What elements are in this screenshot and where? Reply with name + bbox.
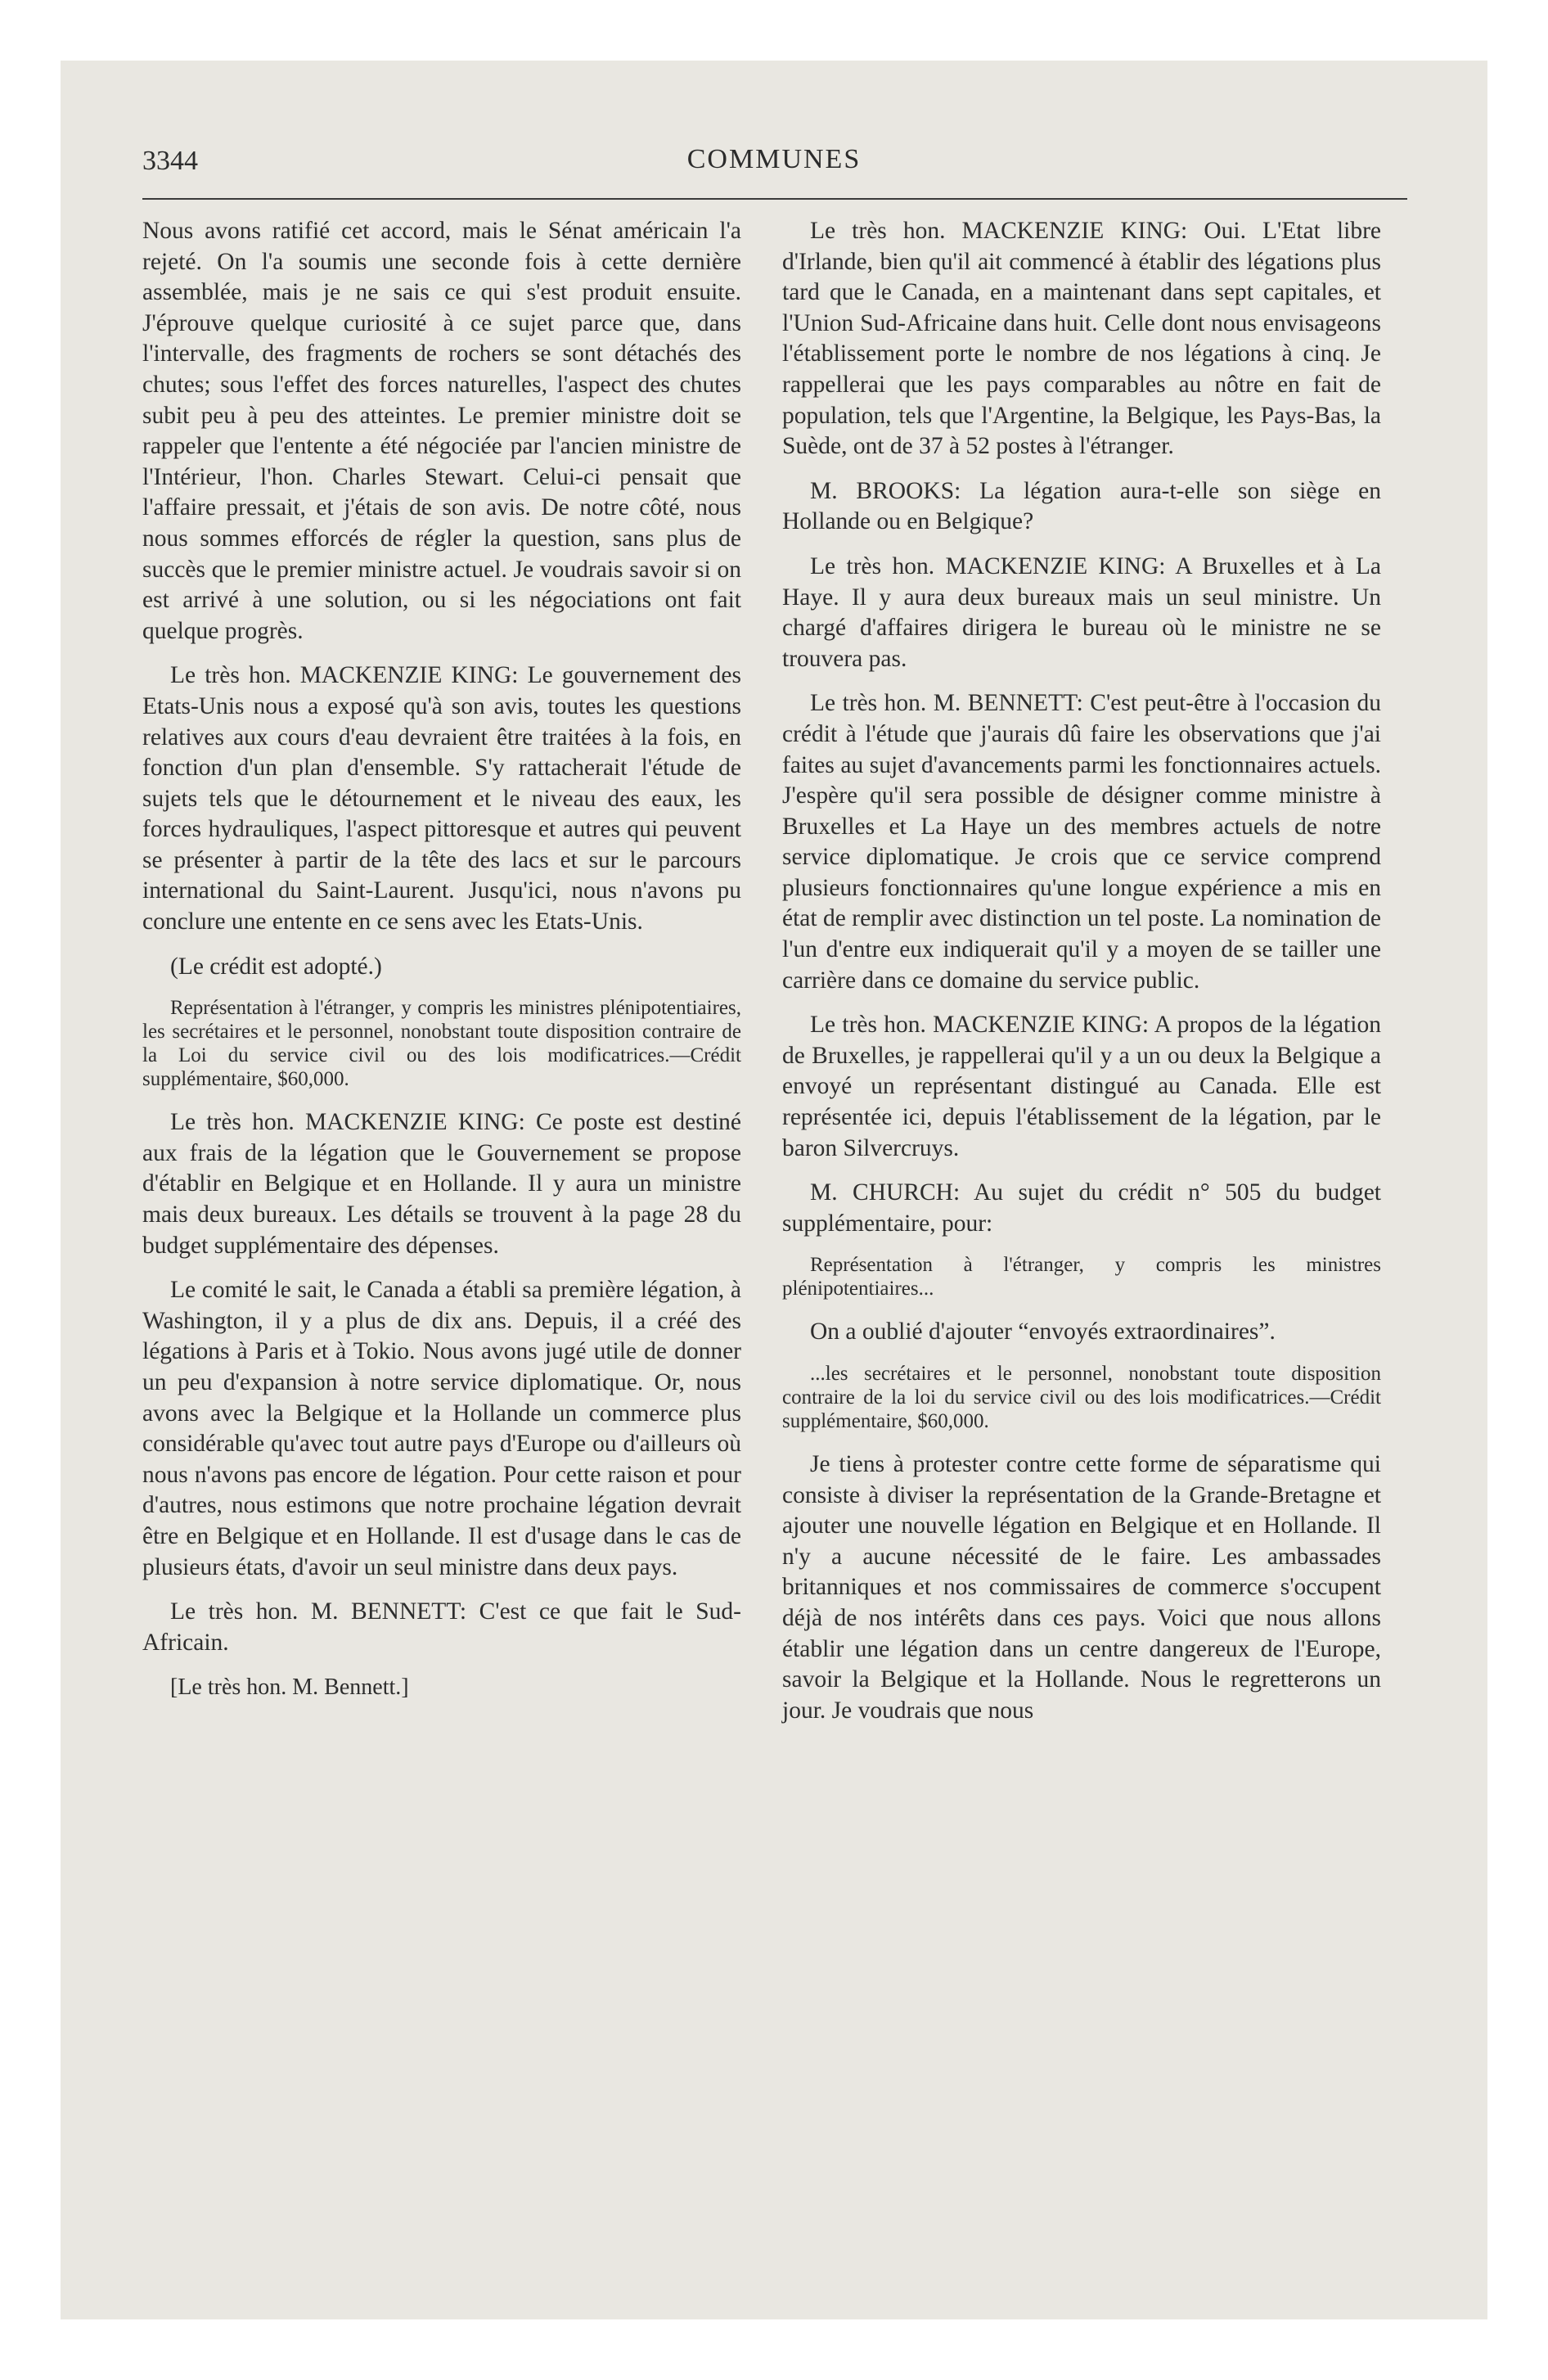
- paragraph: Le très hon. MACKENZIE KING: Le gouvernement des Etats-Unis nous a exposé qu'à son avis, toutes les questions relatives aux cours d'eau devraient être traitées à la fois, en fonction d'un plan d'ensemble. S'y rattacherait l'étude de sujets tels que le détournement et le niveau des eaux, les forces hydrauliques, l'aspect pittoresque et autres qui peuvent se présenter à partir de la tête des lacs et sur le parcours international du Saint-Laurent. Jusqu'ici, nous n'avons pu conclure une entente en ce sens avec les Etats-Unis.: [142, 662, 741, 935]
- right-column: [782, 216, 1381, 1740]
- paragraph: M. CHURCH: Au sujet du crédit n° 505 du budget supplémentaire, pour:: [782, 1179, 1381, 1237]
- header-rule: [142, 198, 1407, 200]
- paragraph: Le très hon. MACKENZIE KING: A Bruxelles et à La Haye. Il y aura deux bureaux mais un seul ministre. Un chargé d'affaires dirigera le bureau où le ministre ne se trouvera pas.: [782, 552, 1381, 672]
- paragraph: M. BROOKS: La légation aura-t-elle son siège en Hollande ou en Belgique?: [782, 477, 1381, 535]
- paragraph: Le très hon. MACKENZIE KING: A propos de la légation de Bruxelles, je rappellerai qu'il y a un ou deux la Belgique a envoyé un représentant distingué au Canada. Elle est représentée ici, depuis l'établissement de la légation, par le baron Silvercruys.: [782, 1012, 1381, 1161]
- paragraph: Le très hon. MACKENZIE KING: Ce poste est destiné aux frais de la légation que le Gouvernement se propose d'établir en Belgique et en Hollande. Il y aura un ministre mais deux bureaux. Les détails se trouvent à la page 28 du budget supplémentaire des dépenses.: [142, 1109, 741, 1259]
- paragraph: Je tiens à protester contre cette forme de séparatisme qui consiste à diviser la représentation de la Grande-Bretagne et ajouter une nouvelle légation en Belgique et en Hollande. Il n'y a aucune nécessité de le faire. Les ambassades britanniques et nos commissaires de commerce s'occupent déjà de nos intérêts dans ces pays. Voici que nous allons établir une légation dans un centre dangereux de l'Europe, savoir la Belgique et la Hollande. Nous le regretterons un jour. Je voudrais que nous: [782, 1451, 1381, 1724]
- budget-item-quote: ...les secrétaires et le personnel, nonobstant toute disposition contraire de la loi du service civil ou des lois modificatrices.—Crédit supplémentaire, $60,000.: [782, 1363, 1381, 1432]
- paragraph: Le très hon. M. BENNETT: C'est ce que fait le Sud-Africain.: [142, 1598, 741, 1656]
- speaker-footer: [Le très hon. M. Bennett.]: [170, 1675, 409, 1701]
- paragraph-vote-adopted: (Le crédit est adopté.): [170, 953, 382, 980]
- page-number: 3344: [142, 146, 198, 176]
- page-title: COMMUNES: [686, 144, 862, 174]
- paragraph: On a oublié d'ajouter “envoyés extraordinaires”.: [810, 1318, 1276, 1346]
- paragraph: Le comité le sait, le Canada a établi sa première légation, à Washington, il y a plus de dix ans. Depuis, il a créé des légations à Paris et à Tokio. Nous avons jugé utile de donner un peu d'expansion à notre service diplomatique. Or, nous avons avec la Belgique et la Hollande un commerce plus considérable qu'avec tout autre pays d'Europe ou d'ailleurs où nous n'avons pas encore de légation. Pour cette raison et pour d'autres, nous estimons que notre prochaine légation devrait être en Belgique et en Hollande. Il est d'usage dans le cas de plusieurs états, d'avoir un seul ministre dans deux pays.: [142, 1277, 741, 1580]
- paragraph: Le très hon. M. BENNETT: C'est peut-être à l'occasion du crédit à l'étude que j'aurais dû faire les observations que j'ai faites au sujet d'avancements parmi les fonctionnaires actuels. J'espère qu'il sera possible de désigner comme ministre à Bruxelles et La Haye un des membres actuels de notre service diplomatique. Je crois que ce service comprend plusieurs fonctionnaires qu'une longue expérience a mis en état de remplir avec distinction un tel poste. La nomination de l'un d'entre eux indiquerait qu'il y a moyen de se tailler une carrière dans ce domaine du service public.: [782, 690, 1381, 994]
- budget-item: Représentation à l'étranger, y compris les ministres plénipotentiaires, les secrétaires et le personnel, nonobstant toute disposition contraire de la Loi du service civil ou des lois modificatrices.—Crédit supplémentaire, $60,000.: [142, 997, 741, 1091]
- budget-item-quote: Représentation à l'étranger, y compris les ministres plénipotentiaires...: [782, 1254, 1381, 1300]
- paragraph: Le très hon. MACKENZIE KING: Oui. L'Etat libre d'Irlande, bien qu'il ait commencé à établir des légations plus tard que le Canada, en a maintenant dans sept capitales, et l'Union Sud-Africaine dans huit. Celle dont nous envisageons l'établissement porte le nombre de nos légations à cinq. Je rappellerai que les pays comparables au nôtre en fait de population, tels que l'Argentine, la Belgique, les Pays-Bas, la Suède, ont de 37 à 52 postes à l'étranger.: [782, 218, 1381, 460]
- left-column: [142, 216, 741, 1717]
- paragraph: Nous avons ratifié cet accord, mais le Sénat américain l'a rejeté. On l'a soumis une seconde fois à cette dernière assemblée, mais je ne sais ce qui s'est produit ensuite. J'éprouve quelque curiosité à ce sujet parce que, dans l'intervalle, des fragments de rochers se sont détachés des chutes; sous l'effet des forces naturelles, l'aspect des chutes subit peu à peu des atteintes. Le premier ministre doit se rappeler que l'entente a été négociée par l'ancien ministre de l'Intérieur, l'hon. Charles Stewart. Celui-ci pensait que l'affaire pressait, et j'étais de son avis. De notre côté, nous nous sommes efforcés de régler la question, sans plus de succès que le premier ministre actuel. Je voudrais savoir si on est arrivé à une solution, ou si les négociations ont fait quelque progrès.: [142, 218, 741, 644]
